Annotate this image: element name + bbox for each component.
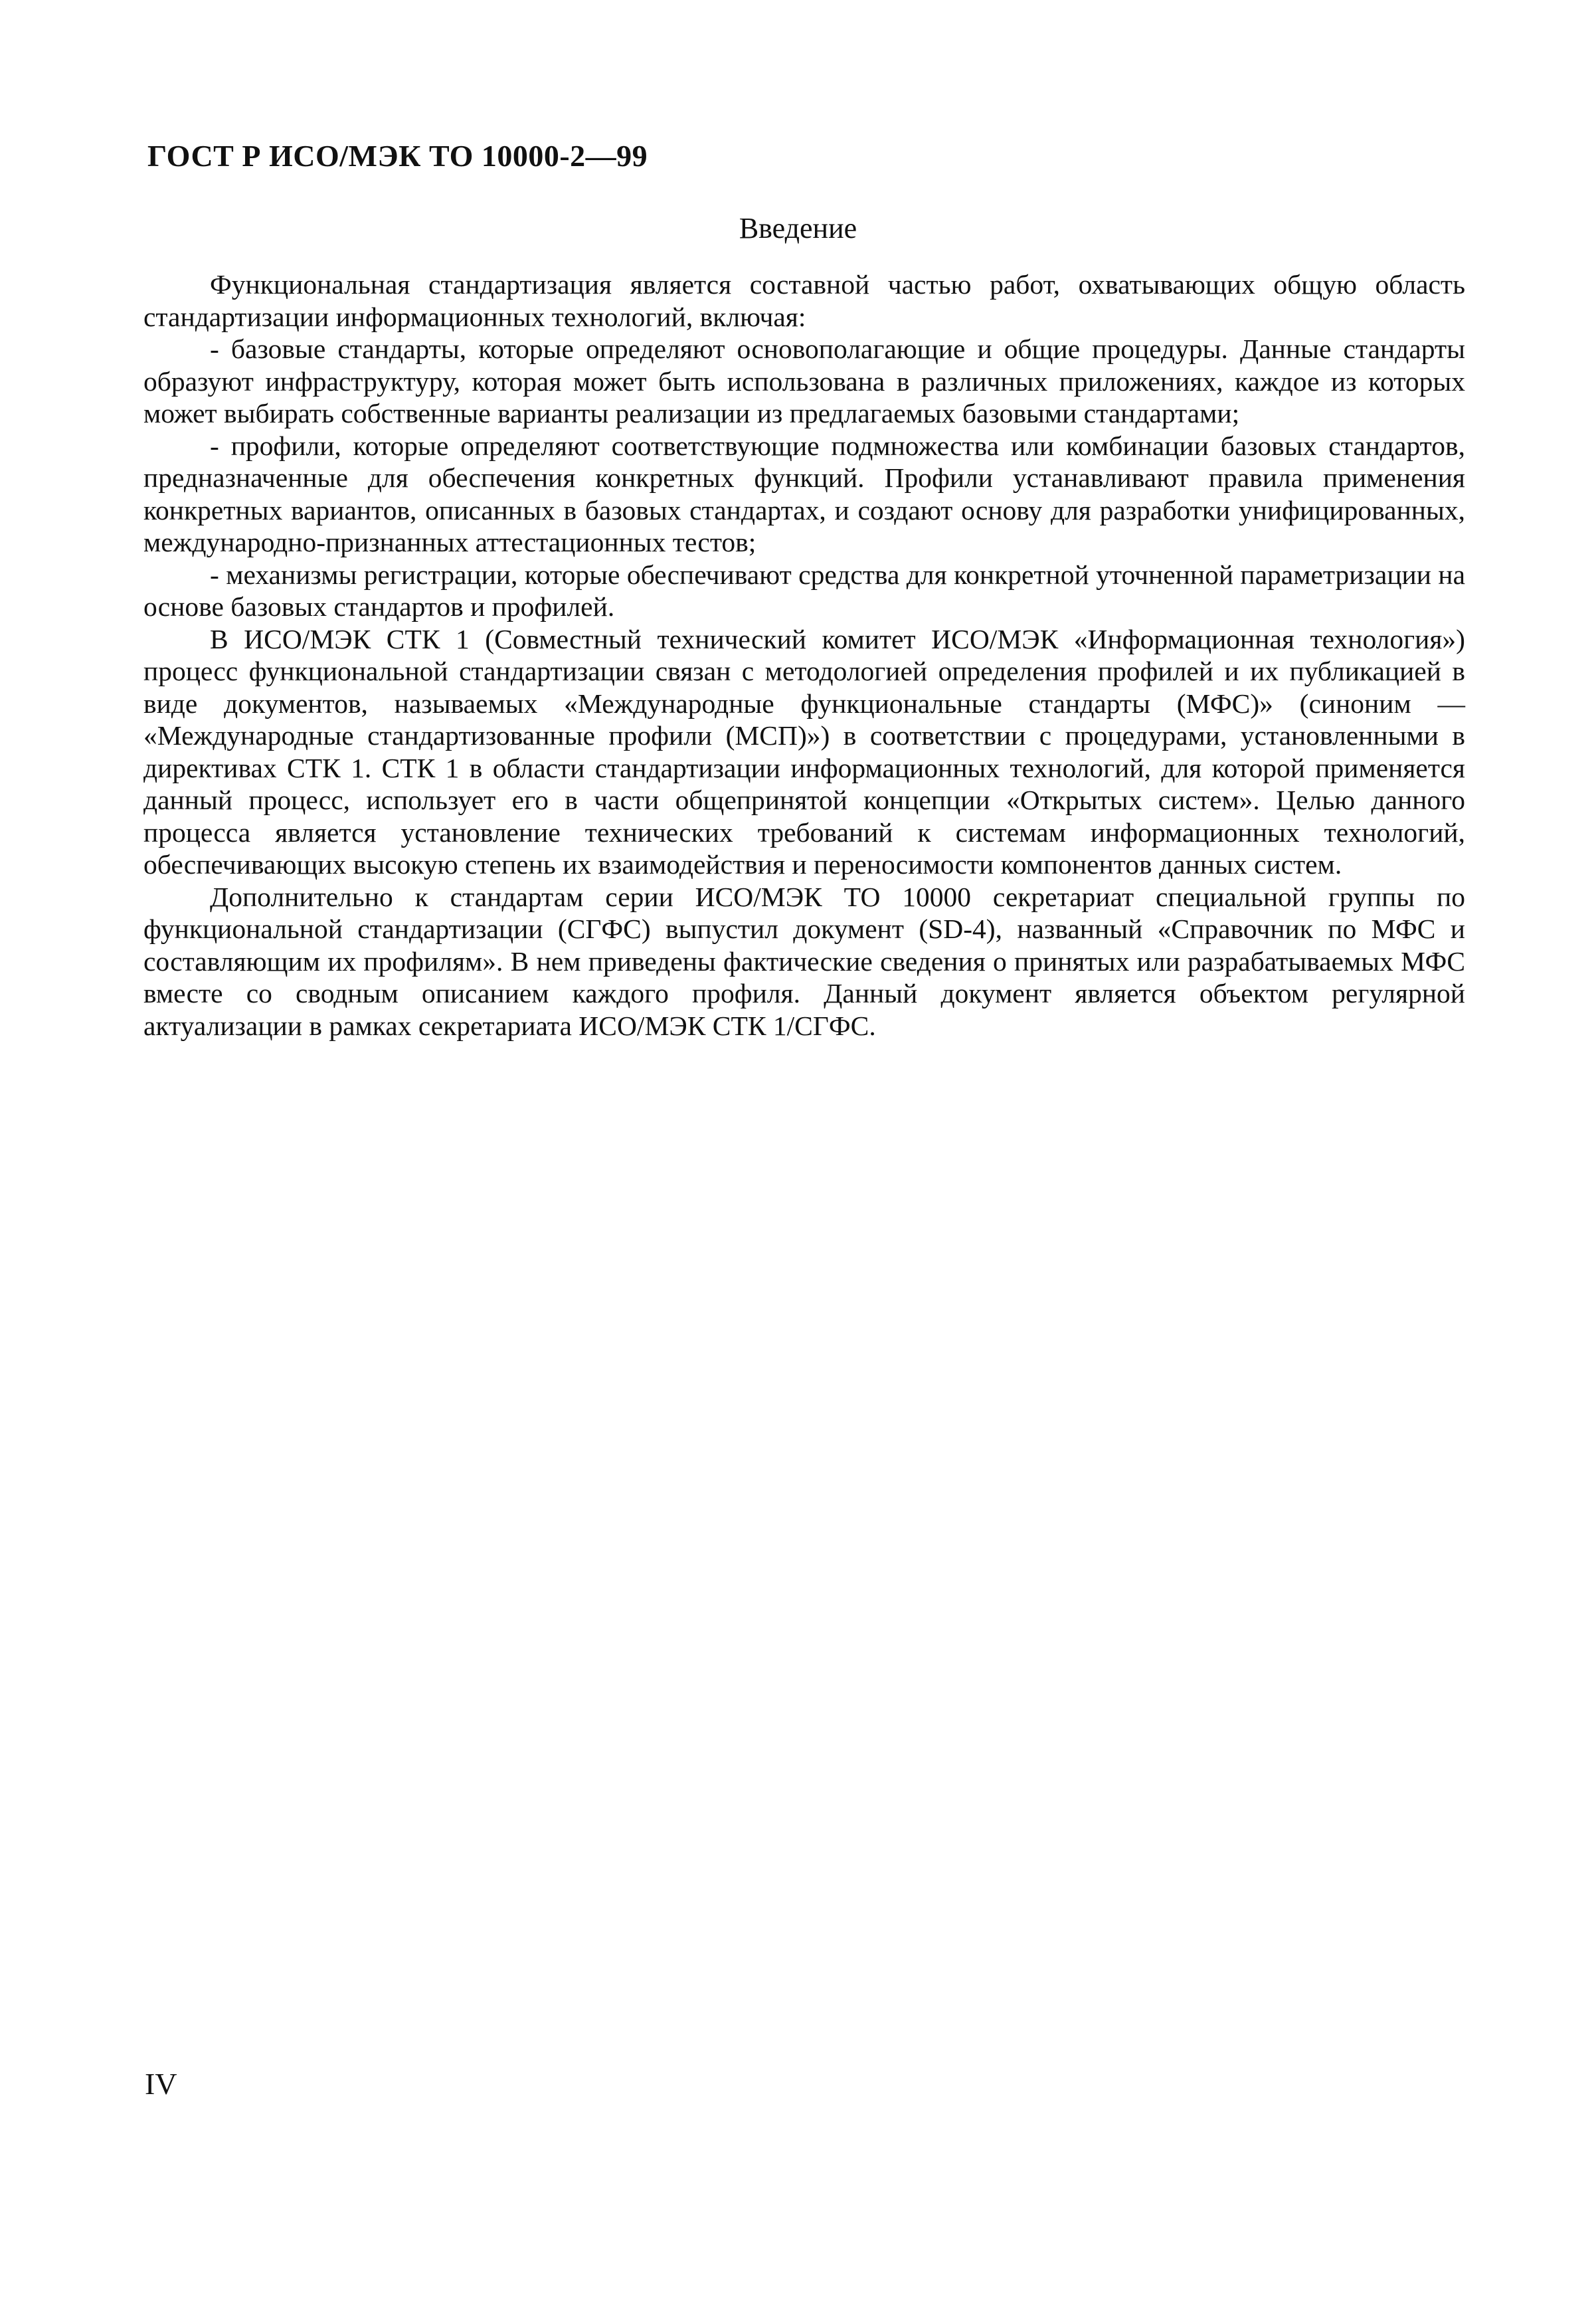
paragraph-sgfs: Дополнительно к стандартам серии ИСО/МЭК ТО 10000 секретариат специальной группы по функциональной стандартизации (СГФС) выпустил документ (SD-4), названный «Справочник по МФС и составляющим их профилям». В нем приведены фактические сведения о принятых или разрабатываемых МФС вместе со сводным описанием каждого профиля. Данный документ является объектом регулярной актуализации в рамках секретариата ИСО/МЭК СТК 1/СГФС.: [143, 881, 1465, 1041]
document-body: [143, 268, 1465, 1042]
section-title: Введение: [739, 212, 857, 244]
paragraph-jtc1: В ИСО/МЭК СТК 1 (Совместный технический комитет ИСО/МЭК «Информационная технология») процесс функциональной стандартизации связан с методологией определения профилей и их публикацией в виде документов, называемых «Международные функциональные стандарты (МФС)» (синоним — «Международные стандартизованные профили (МСП)») в соответствии с процедурами, установленными в директивах СТК 1. СТК 1 в области стандартизации информационных технологий, для которой применяется данный процесс, использует его в части общепринятой концепции «Открытых систем». Целью данного процесса является установление технических требований к системам информационных технологий, обеспечивающих высокую степень их взаимодействия и переносимости компонентов данных систем.: [143, 623, 1465, 880]
paragraph-intro: Функциональная стандартизация является составной частью работ, охватывающих общую область стандартизации информационных технологий, включая:: [143, 269, 1465, 332]
list-item-registration: - механизмы регистрации, которые обеспечивают средства для конкретной уточненной параметризации на основе базовых стандартов и профилей.: [143, 559, 1465, 622]
list-item-base-standards: - базовые стандарты, которые определяют основополагающие и общие процедуры. Данные стандарты образуют инфраструктуру, которая может быть использована в различных приложениях, каждое из которых может выбирать собственные варианты реализации из предлагаемых базовыми стандартами;: [143, 334, 1465, 429]
list-item-profiles: - профили, которые определяют соответствующие подмножества или комбинации базовых стандартов, предназначенные для обеспечения конкретных функций. Профили устанавливают правила применения конкретных вариантов, описанных в базовых стандартах, и создают основу для разработки унифицированных, международно-признанных аттестационных тестов;: [143, 430, 1465, 557]
page-number: IV: [145, 2067, 177, 2101]
document-header: ГОСТ Р ИСО/МЭК ТО 10000-2—99: [147, 139, 648, 173]
